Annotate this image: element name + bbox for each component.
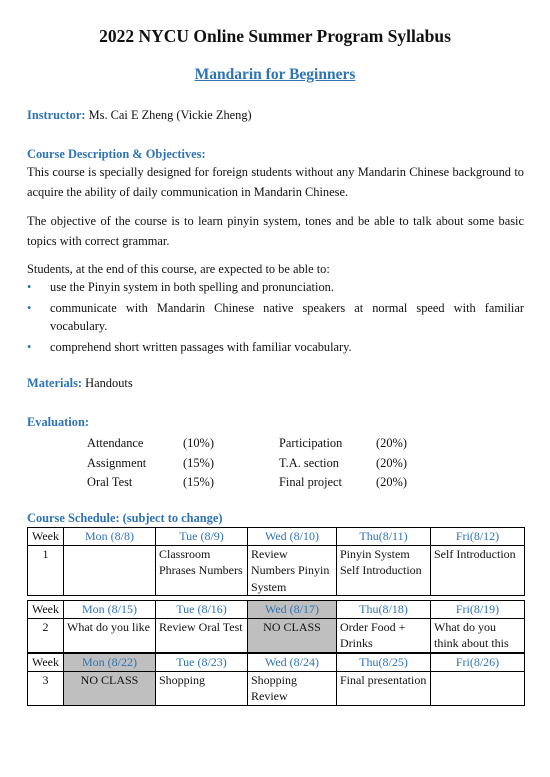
materials-label: Materials: <box>27 376 83 390</box>
table-row: Assignment (15%) T.A. section (20%) <box>87 455 407 470</box>
evaluation-table <box>87 434 407 493</box>
materials-line <box>27 376 133 391</box>
bullet-icon: • <box>27 280 32 294</box>
list-item: • comprehend short written passages with familiar vocabulary. <box>27 338 524 357</box>
instructor-line <box>27 108 252 123</box>
list-item: • use the Pinyin system in both spelling and pronunciation. <box>27 278 524 297</box>
list-item: • communicate with Mandarin Chinese native speakers at normal speed with familiar vocabulary. <box>27 300 524 333</box>
table-row: Attendance (10%) Participation (20%) <box>87 436 407 451</box>
page-title: 2022 NYCU Online Summer Program Syllabus <box>99 26 451 46</box>
schedule-week-1 <box>27 527 525 596</box>
materials-value: Handouts <box>85 376 133 390</box>
bullet-icon: • <box>27 300 32 315</box>
description-paragraph-1: This course is specially designed for foreign students without any Mandarin Chinese background to acquire the ability of daily communication in Mandarin Chinese. <box>27 165 524 199</box>
table-row: 3 NO CLASS Shopping Shopping Review Final presentation <box>28 671 525 705</box>
table-row: 2 What do you like Review Oral Test NO CLASS Order Food + Drinks What do you think about this <box>28 618 525 652</box>
objectives-list <box>27 278 524 358</box>
course-subtitle: Mandarin for Beginners <box>194 66 356 83</box>
bullet-icon: • <box>27 339 32 354</box>
schedule-week-2 <box>27 600 525 653</box>
table-row: Week Mon (8/22) Tue (8/23) Wed (8/24) Thu(8/25) Fri(8/26) <box>28 654 525 672</box>
instructor-name: Ms. Cai E Zheng (Vickie Zheng) <box>88 108 252 122</box>
no-class-cell: NO CLASS <box>248 618 337 652</box>
instructor-label: Instructor: <box>27 108 86 122</box>
table-row: Week Mon (8/8) Tue (8/9) Wed (8/10) Thu(8/11) Fri(8/12) <box>28 528 525 546</box>
table-row: Oral Test (15%) Final project (20%) <box>87 475 407 490</box>
description-paragraph-3: Students, at the end of this course, are expected to be able to: <box>27 262 330 276</box>
no-class-cell: NO CLASS <box>64 671 156 705</box>
schedule-heading: Course Schedule: (subject to change) <box>27 511 223 525</box>
schedule-week-3 <box>27 653 525 706</box>
description-heading: Course Description & Objectives: <box>27 147 206 161</box>
table-row: 1 Classroom Phrases Numbers Review Numbers Pinyin System Pinyin System Self Introduction Self Introduction <box>28 545 525 596</box>
description-paragraph-2: The objective of the course is to learn pinyin system, tones and be able to talk about some basic topics with correct grammar. <box>27 214 524 248</box>
table-row: Week Mon (8/15) Tue (8/16) Wed (8/17) Thu(8/18) Fri(8/19) <box>28 601 525 619</box>
evaluation-heading: Evaluation: <box>27 415 89 429</box>
